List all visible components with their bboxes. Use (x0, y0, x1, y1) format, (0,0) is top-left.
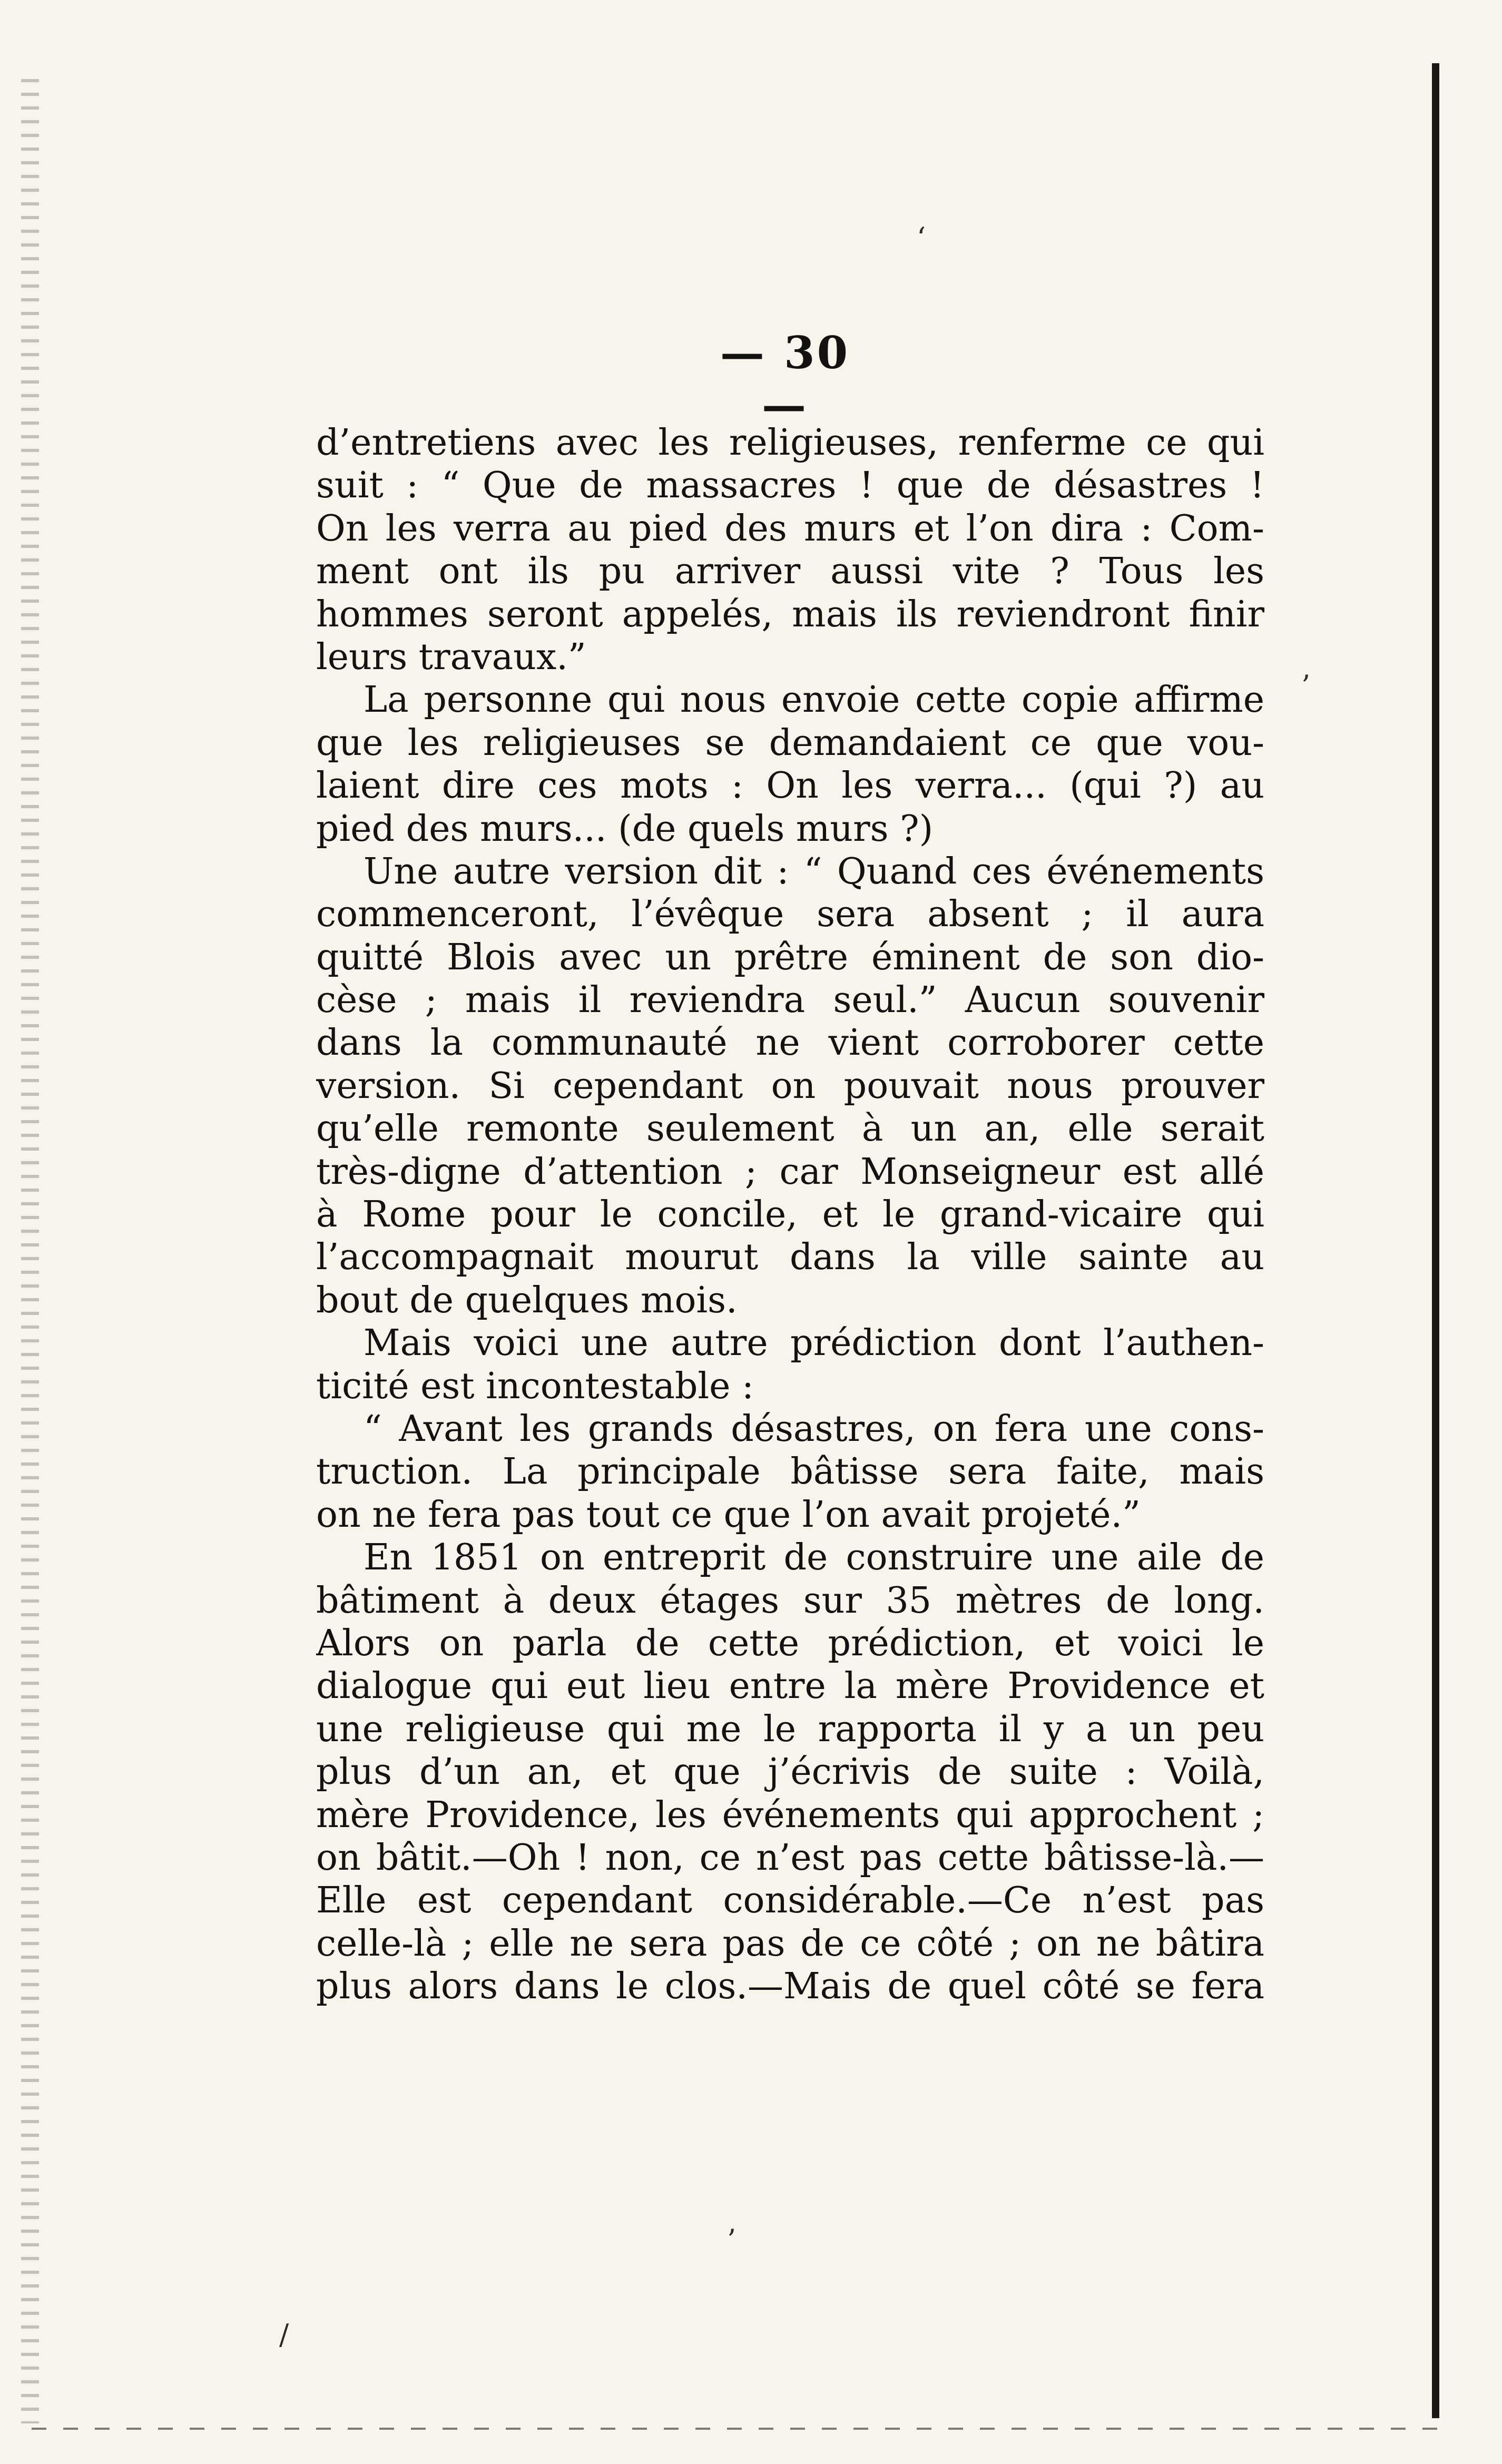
text-line: truction. La principale bâtisse sera faite, mais (316, 1451, 1264, 1493)
speck-mark: ’ (727, 2223, 737, 2256)
text-line: l’accompagnait mourut dans la ville sainte au (316, 1236, 1264, 1279)
text-line: celle-là ; elle ne sera pas de ce côté ; on ne bâtira (316, 1922, 1264, 1965)
text-line: hommes seront appelés, mais ils reviendront finir (316, 593, 1264, 635)
text-line: dialogue qui eut lieu entre la mère Providence et (316, 1665, 1264, 1707)
text-line: quitté Blois avec un prêtre éminent de son dio- (316, 936, 1264, 978)
text-line: on bâtit.—Oh ! non, ce n’est pas cette bâtisse-là.— (316, 1837, 1264, 1879)
page-bottom-edge (32, 2428, 1444, 2430)
text-line: laient dire ces mots : On les verra... (qui ?) au (316, 765, 1264, 807)
speck-mark: ‘ (917, 221, 926, 254)
speck-mark: ’ (1301, 669, 1311, 702)
text-line: La personne qui nous envoie cette copie affirme (364, 679, 1264, 721)
body-text (316, 421, 1264, 2008)
text-line: Alors on parla de cette prédiction, et voici le (316, 1622, 1264, 1664)
text-line: Elle est cependant considérable.—Ce n’est pas (316, 1880, 1264, 1922)
text-line: En 1851 on entreprit de construire une aile de (364, 1537, 1264, 1579)
text-line: “ Avant les grands désastres, on fera une cons- (364, 1408, 1264, 1450)
text-line: cèse ; mais il reviendra seul.” Aucun souvenir (316, 979, 1264, 1022)
text-line: que les religieuses se demandaient ce que vou- (316, 722, 1264, 764)
speck-mark: / (279, 2318, 289, 2351)
text-line: dans la communauté ne vient corroborer cette (316, 1022, 1264, 1064)
text-line: très-digne d’attention ; car Monseigneur est allé (316, 1151, 1264, 1193)
text-line: à Rome pour le concile, et le grand-vicaire qui (316, 1194, 1264, 1236)
text-line: pied des murs... (de quels murs ?) (316, 808, 934, 850)
text-line: plus alors dans le clos.—Mais de quel côté se fera (316, 1966, 1264, 2008)
text-line: qu’elle remonte seulement à un an, elle serait (316, 1108, 1264, 1150)
text-line: une religieuse qui me le rapporta il y a un peu (316, 1708, 1264, 1750)
text-line: On les verra au pied des murs et l’on dira : Com- (316, 507, 1264, 549)
text-line: version. Si cependant on pouvait nous prouver (316, 1065, 1264, 1107)
text-line: suit : “ Que de massacres ! que de désastres ! (316, 465, 1264, 507)
text-line: commenceront, l’évêque sera absent ; il aura (316, 894, 1264, 936)
page-number: — 30 — (720, 327, 850, 431)
page-binding-edge (21, 79, 39, 2423)
text-line: Mais voici une autre prédiction dont l’authen- (364, 1322, 1264, 1364)
text-line: plus d’un an, et que j’écrivis de suite : Voilà, (316, 1751, 1264, 1793)
text-line: mère Providence, les événements qui approchent ; (316, 1794, 1264, 1836)
text-line: leurs travaux.” (316, 636, 586, 678)
text-line: on ne fera pas tout ce que l’on avait projeté.” (316, 1494, 1141, 1536)
text-line: Une autre version dit : “ Quand ces événements (364, 850, 1264, 892)
text-line: bout de quelques mois. (316, 1279, 738, 1321)
text-line: ment ont ils pu arriver aussi vite ? Tous les (316, 551, 1264, 593)
text-line: bâtiment à deux étages sur 35 mètres de long. (316, 1579, 1264, 1622)
page-right-edge (1432, 63, 1439, 2418)
text-line: d’entretiens avec les religieuses, renferme ce qui (316, 422, 1264, 464)
text-line: ticité est incontestable : (316, 1365, 754, 1407)
